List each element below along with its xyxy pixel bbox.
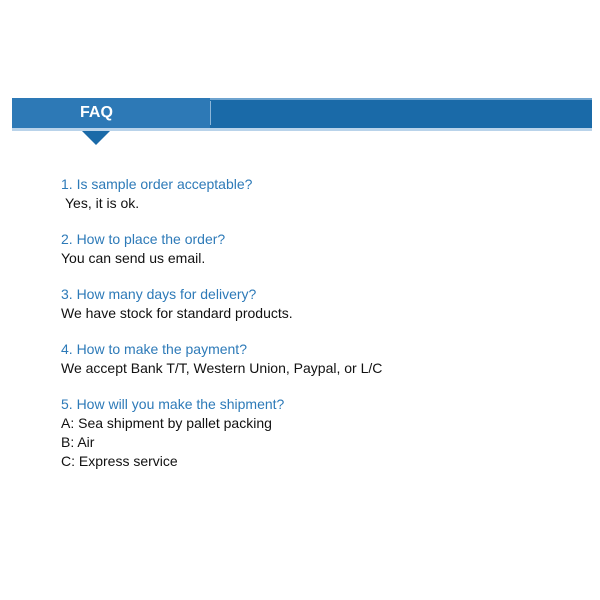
faq-answer-sea: A: Sea shipment by pallet packing	[61, 415, 272, 431]
faq-question: 5. How will you make the shipment?	[61, 396, 285, 412]
pointer-down-icon	[82, 131, 110, 145]
faq-tab	[12, 98, 210, 128]
faq-answer: We have stock for standard products.	[61, 305, 293, 321]
faq-title: FAQ	[80, 104, 113, 121]
faq-item-1	[61, 175, 581, 213]
faq-answer: You can send us email.	[61, 250, 206, 266]
faq-list	[61, 175, 581, 488]
faq-item-5	[61, 395, 581, 471]
faq-item-2	[61, 230, 581, 268]
faq-item-4	[61, 340, 581, 378]
faq-question: 1. Is sample order acceptable?	[61, 176, 253, 192]
faq-answer: We accept Bank T/T, Western Union, Paypal, or L/C	[61, 360, 383, 376]
faq-answer-air: B: Air	[61, 434, 95, 450]
faq-question: 2. How to place the order?	[61, 231, 226, 247]
faq-question: 4. How to make the payment?	[61, 341, 247, 357]
faq-answer-express: C: Express service	[61, 453, 178, 469]
faq-header-bar	[12, 98, 592, 128]
faq-answer: Yes, it is ok.	[65, 195, 140, 211]
faq-question: 3. How many days for delivery?	[61, 286, 257, 302]
faq-item-3	[61, 285, 581, 323]
header-divider	[210, 101, 211, 125]
